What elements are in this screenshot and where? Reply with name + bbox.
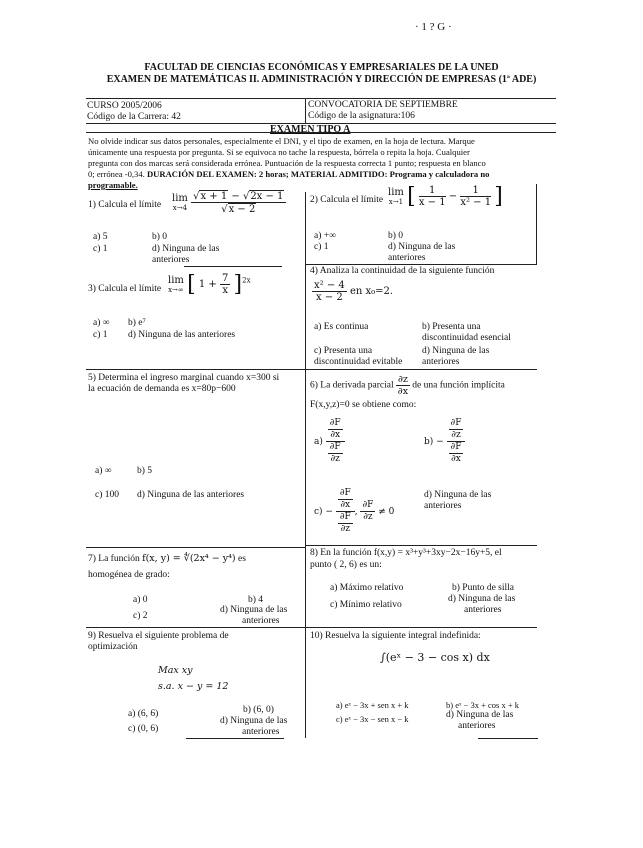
q7-option-d-cont: anteriores: [242, 616, 280, 626]
q9-text-cont: optimización: [88, 642, 138, 652]
q6-dx: ∂x: [397, 386, 409, 397]
q10-text: 10) Resuelva la siguiente integral indefinida:: [310, 631, 481, 641]
q3-text: 3) Calcula el límite: [88, 284, 162, 294]
q10-option-c: c) eˣ − 3x − sen x − k: [336, 714, 409, 724]
q5-text-cont: la ecuación de demanda es x=80p−600: [88, 384, 236, 394]
q8-text-cont: punto ( 2, 6) es un:: [310, 560, 382, 570]
q8-text: 8) En la función f(x,y) = x³+y³+3xy−2x−16y+5, el: [310, 548, 502, 558]
q9-objective: Max xy: [158, 665, 193, 676]
q1-num-b: 2x − 1: [250, 191, 284, 202]
q7-option-c: c) 2: [133, 611, 148, 621]
q2-f2-num: 1: [460, 185, 491, 197]
exam-session: CONVOCATORIA DE SEPTIEMBRE: [308, 100, 458, 110]
q2-right-border: [536, 184, 537, 264]
q6-option-c: c) − $\frac{\frac{\partial F}{\partial x}}{\frac{\partial F}{\partial z}}$ , $\frac{\partial F}{\partial z}$ ≠ 0: [314, 488, 395, 534]
q10-option-d-cont: anteriores: [458, 721, 496, 731]
q7-option-a: a) 0: [133, 595, 148, 605]
q7-function: f(x, y) = ∜(2x⁴ − y⁴): [142, 553, 236, 564]
q10-option-d: d) Ninguna de las: [446, 710, 514, 720]
q4-option-d: d) Ninguna de las: [422, 346, 490, 356]
q4-option-d-cont: anteriores: [422, 357, 460, 367]
faculty-title: FACULTAD DE CIENCIAS ECONÓMICAS Y EMPRESARIALES DE LA UNED: [144, 62, 499, 73]
q3-option-a: a) ∞: [93, 318, 110, 328]
q7-text: 7) La función f(x, y) = ∜(2x⁴ − y⁴) es: [88, 553, 246, 564]
instructions-line-5: programable.: [88, 180, 138, 190]
course-year: CURSO 2005/2006: [87, 101, 162, 111]
q6-text: 6) La derivada parcial $\frac{\partial z}{\partial x}$ de una función implícita: [310, 374, 505, 397]
q8-rule: [305, 627, 537, 628]
q2-rule: [305, 264, 537, 265]
q10-option-a: a) eˣ − 3x + sen x + k: [336, 700, 409, 710]
q5-text: 5) Determina el ingreso marginal cuando x=300 si: [88, 373, 280, 383]
q2-option-d: d) Ninguna de las: [388, 242, 456, 252]
q9-option-d: d) Ninguna de las: [220, 716, 288, 726]
q9-constraint: s.a. x − y = 12: [158, 681, 229, 692]
instructions-line-2: únicamente una respuesta por pregunta. Si se equivoca no tache la respuesta, bórrela o repita la hoja. Cualquier: [88, 147, 470, 157]
q6-rule: [305, 545, 537, 546]
instructions-line-4: 0; errónea -0,34. DURACIÓN DEL EXAMEN: 2 horas; MATERIAL ADMITIDO: Programa y calculadora no: [88, 169, 490, 179]
q4-function: [312, 280, 393, 303]
exam-type: EXAMEN TIPO A: [270, 124, 351, 135]
q1-den: x − 2: [228, 204, 256, 215]
q10-rule: [478, 738, 538, 739]
q8-option-c: c) Mínimo relativo: [330, 600, 402, 610]
q7-option-d: d) Ninguna de las: [220, 605, 288, 615]
q4-option-b-cont: discontinuidad esencial: [422, 333, 511, 343]
rule-top: [86, 98, 556, 99]
q3-limit: lim x→∞ [ 1 + $\frac{7}{x}$ ]$^{2x}$: [168, 272, 251, 297]
q1-num-a: x + 1: [200, 191, 228, 202]
page-mark: · 1 ? G ·: [415, 21, 452, 33]
meta-divider: [305, 98, 306, 124]
q7-rule: [86, 627, 305, 628]
q4-option-c: c) Presenta una: [314, 346, 373, 356]
q9-option-b: b) (6, 0): [243, 705, 274, 715]
q6-option-a: a) $\frac{\frac{\partial F}{\partial x}}{\frac{\partial F}{\partial z}}$: [314, 418, 345, 465]
q3-option-d: d) Ninguna de las anteriores: [128, 330, 236, 340]
q4-option-c-cont: discontinuidad evitable: [314, 357, 403, 367]
q4-text: 4) Analiza la continuidad de la siguiente función: [310, 266, 495, 276]
q9-rule: [186, 738, 284, 739]
q4-rule: [305, 369, 537, 370]
q1-lim-sub: x→4: [172, 204, 188, 212]
q9-option-d-cont: anteriores: [242, 727, 280, 737]
rule-instructions: [86, 132, 556, 133]
q9-option-a: a) (6, 6): [128, 709, 159, 719]
q3-option-b: b) e⁷: [128, 318, 146, 328]
degree-code: Código de la Carrera: 42: [87, 112, 181, 122]
q2-limit: lim x→1 [ $\frac{1}{x - 1}$ − $\frac{1}{\text{x² − 1}}$ ]: [388, 184, 503, 209]
q5-option-c: c) 100: [95, 490, 120, 500]
q5-option-b: b) 5: [137, 466, 153, 476]
exam-title: EXAMEN DE MATEMÁTICAS II. ADMINISTRACIÓN Y DIRECCIÓN DE EMPRESAS (1ª ADE): [106, 74, 537, 85]
q3-exp: 2x: [242, 276, 251, 285]
q2-f1-den: x − 1: [418, 197, 446, 208]
q1-option-d-cont: anteriores: [152, 255, 190, 265]
q1-option-b: b) 0: [152, 232, 168, 242]
q1-limit: lim x→4 $\frac{√x + 1 - √2x - 1}{√x - 2}$: [172, 190, 286, 215]
q4-frac-den: x − 2: [316, 292, 343, 303]
q2-option-b: b) 0: [388, 231, 404, 241]
q6-option-d: d) Ninguna de las: [424, 490, 492, 500]
q2-f1-num: 1: [419, 185, 446, 197]
instructions-line-1: No olvide indicar sus datos personales, especialmente el DNI, y el tipo de examen, en la hoja de lectura. Marque: [88, 136, 475, 146]
q4-option-a: a) Es continua: [314, 322, 369, 332]
q8-option-d: d) Ninguna de las: [448, 594, 516, 604]
q6-option-b: b) − $\frac{\frac{\partial F}{\partial z}}{\frac{\partial F}{\partial x}}$: [424, 418, 465, 465]
q2-text: 2) Calcula el límite: [310, 195, 384, 205]
q2-option-c: c) 1: [314, 242, 329, 252]
q5-option-a: a) ∞: [95, 466, 112, 476]
q2-lim-sub: x→1: [388, 198, 404, 206]
q2-option-a: a) +∞: [314, 231, 336, 241]
q1-text: 1) Calcula el límite: [88, 200, 162, 210]
q6-option-d-cont: anteriores: [424, 501, 462, 511]
q6-dz: ∂z: [397, 374, 408, 385]
q3-option-c: c) 1: [93, 330, 108, 340]
instructions-line-3: pregunta con dos marcas será considerada errónea. Puntuación de la respuesta correcta 1 punto; respuesta en blanco: [88, 158, 486, 168]
q4-option-b: b) Presenta una: [422, 322, 481, 332]
q9-option-c: c) (0, 6): [128, 724, 159, 734]
q3-lim: lim: [168, 275, 184, 286]
q3-lim-sub: x→∞: [168, 286, 184, 294]
q2-f2-den: x² − 1: [460, 197, 492, 208]
q3-frac-den: x: [222, 285, 228, 296]
q1-option-c: c) 1: [93, 244, 108, 254]
q9-text: 9) Resuelva el siguiente problema de: [88, 631, 229, 641]
q2-lim: lim: [388, 187, 404, 198]
q1-lim: lim: [172, 193, 188, 204]
q3-rule: [86, 369, 305, 370]
q1-option-a: a) 5: [93, 232, 108, 242]
q1-option-d: d) Ninguna de las: [152, 244, 220, 254]
q6-text-cont: F(x,y,z)=0 se obtiene como:: [310, 400, 417, 410]
q8-option-b: b) Punto de silla: [452, 583, 515, 593]
q2-option-d-cont: anteriores: [388, 253, 426, 263]
q4-point: en x₀=2.: [349, 286, 394, 297]
q10-option-b: b) eˣ − 3x + cos x + k: [446, 700, 520, 710]
q4-frac-num: x² − 4: [314, 280, 345, 291]
q8-option-d-cont: anteriores: [464, 605, 502, 615]
subject-code: Código de la asignatura:106: [308, 111, 415, 121]
q1-rule: [184, 266, 282, 267]
column-divider: [305, 192, 306, 738]
q8-option-a: a) Máximo relativo: [330, 583, 404, 593]
q7-text-cont: homogénea de grado:: [88, 570, 170, 580]
q3-frac-num: 7: [221, 273, 229, 284]
q10-integral: ∫(eˣ − 3 − cos x) dx: [380, 651, 490, 664]
q5-rule: [86, 547, 305, 548]
q7-option-b: b) 4: [248, 595, 264, 605]
q5-option-d: d) Ninguna de las anteriores: [137, 490, 245, 500]
q3-inner: 1 +: [198, 279, 217, 290]
